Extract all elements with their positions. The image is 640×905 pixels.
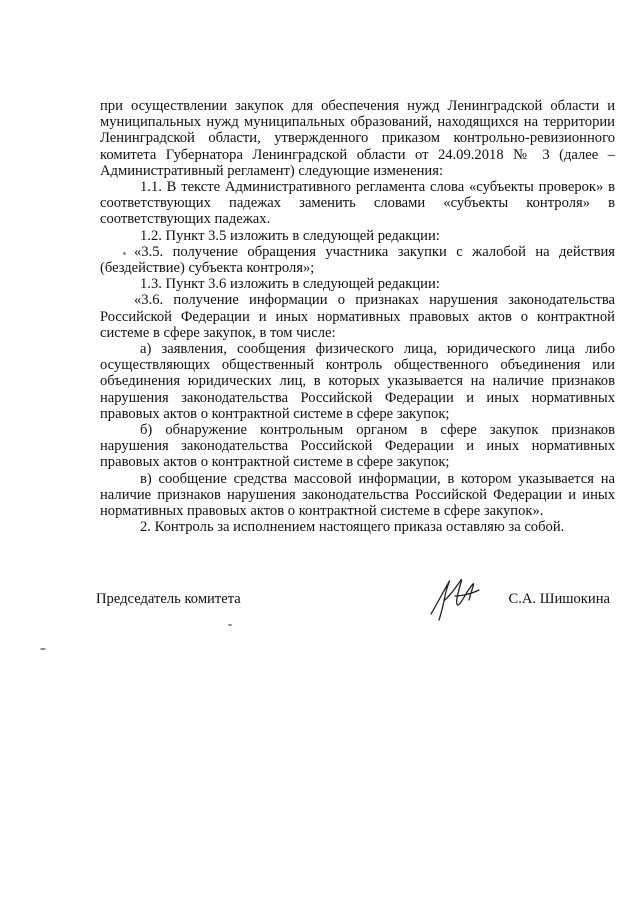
paragraph-intro: при осуществлении закупок для обеспечения нужд Ленинградской области и муниципальных нужд муниципальных образований, находящихся на территории Ленинградской области, утвержденного приказом контрольно-ревизионного комитета Губернатора Ленинградской области от 24.09.2018 № 3 (далее – Административный регламент) следующие изменения: [100, 98, 615, 179]
paragraph-1-3: 1.3. Пункт 3.6 изложить в следующей редакции: [140, 276, 440, 293]
paragraph-1-2: 1.2. Пункт 3.5 изложить в следующей редакции: [140, 227, 440, 244]
handwritten-signature-icon [427, 574, 483, 624]
paragraph-v: в) сообщение средства массовой информации, в котором указывается на наличие признаков нарушения законодательства Российской Федерации и иных нормативных правовых актов о контрактной системе в сфере закупок». [100, 470, 615, 520]
paragraph-1-1: 1.1. В тексте Административного регламента слова «субъекты проверок» в соответствующих падежах заменить словами «субъекты контроля» в соответствующих падежах. [100, 179, 615, 228]
paragraph-b: б) обнаружение контрольным органом в сфере закупок признаков нарушения законодательства Российской Федерации и иных нормативных правовых актов о контрактной системе в сфере закупок; [100, 422, 615, 471]
paragraph-3-5: «3.5. получение обращения участника закупки с жалобой на действия (бездействие) субъекта контроля»; [100, 243, 615, 277]
signature-right [427, 574, 610, 624]
paragraph-3-6: «3.6. получение информации о признаках нарушения законодательства Российской Федерации и иных нормативных правовых актов о контрактной системе в сфере закупок, в том числе: [100, 292, 615, 341]
paragraph-2: 2. Контроль за исполнением настоящего приказа оставляю за собой. [140, 519, 565, 536]
signature-block [96, 574, 610, 624]
scan-speck [123, 252, 126, 255]
scan-speck [228, 624, 232, 626]
document-body [100, 98, 615, 535]
signatory-position: Председатель комитета [96, 590, 241, 607]
paragraph-a: а) заявления, сообщения физического лица, юридического лица либо осуществляющих общественный контроль общественного объединения или объединения юридических лиц, в которых указывается на наличие признаков нарушения законодательства Российской Федерации и иных нормативных правовых актов о контрактной системе в сфере закупок; [100, 341, 615, 422]
signatory-name: С.А. Шишокина [508, 590, 610, 607]
scan-speck [40, 648, 46, 650]
